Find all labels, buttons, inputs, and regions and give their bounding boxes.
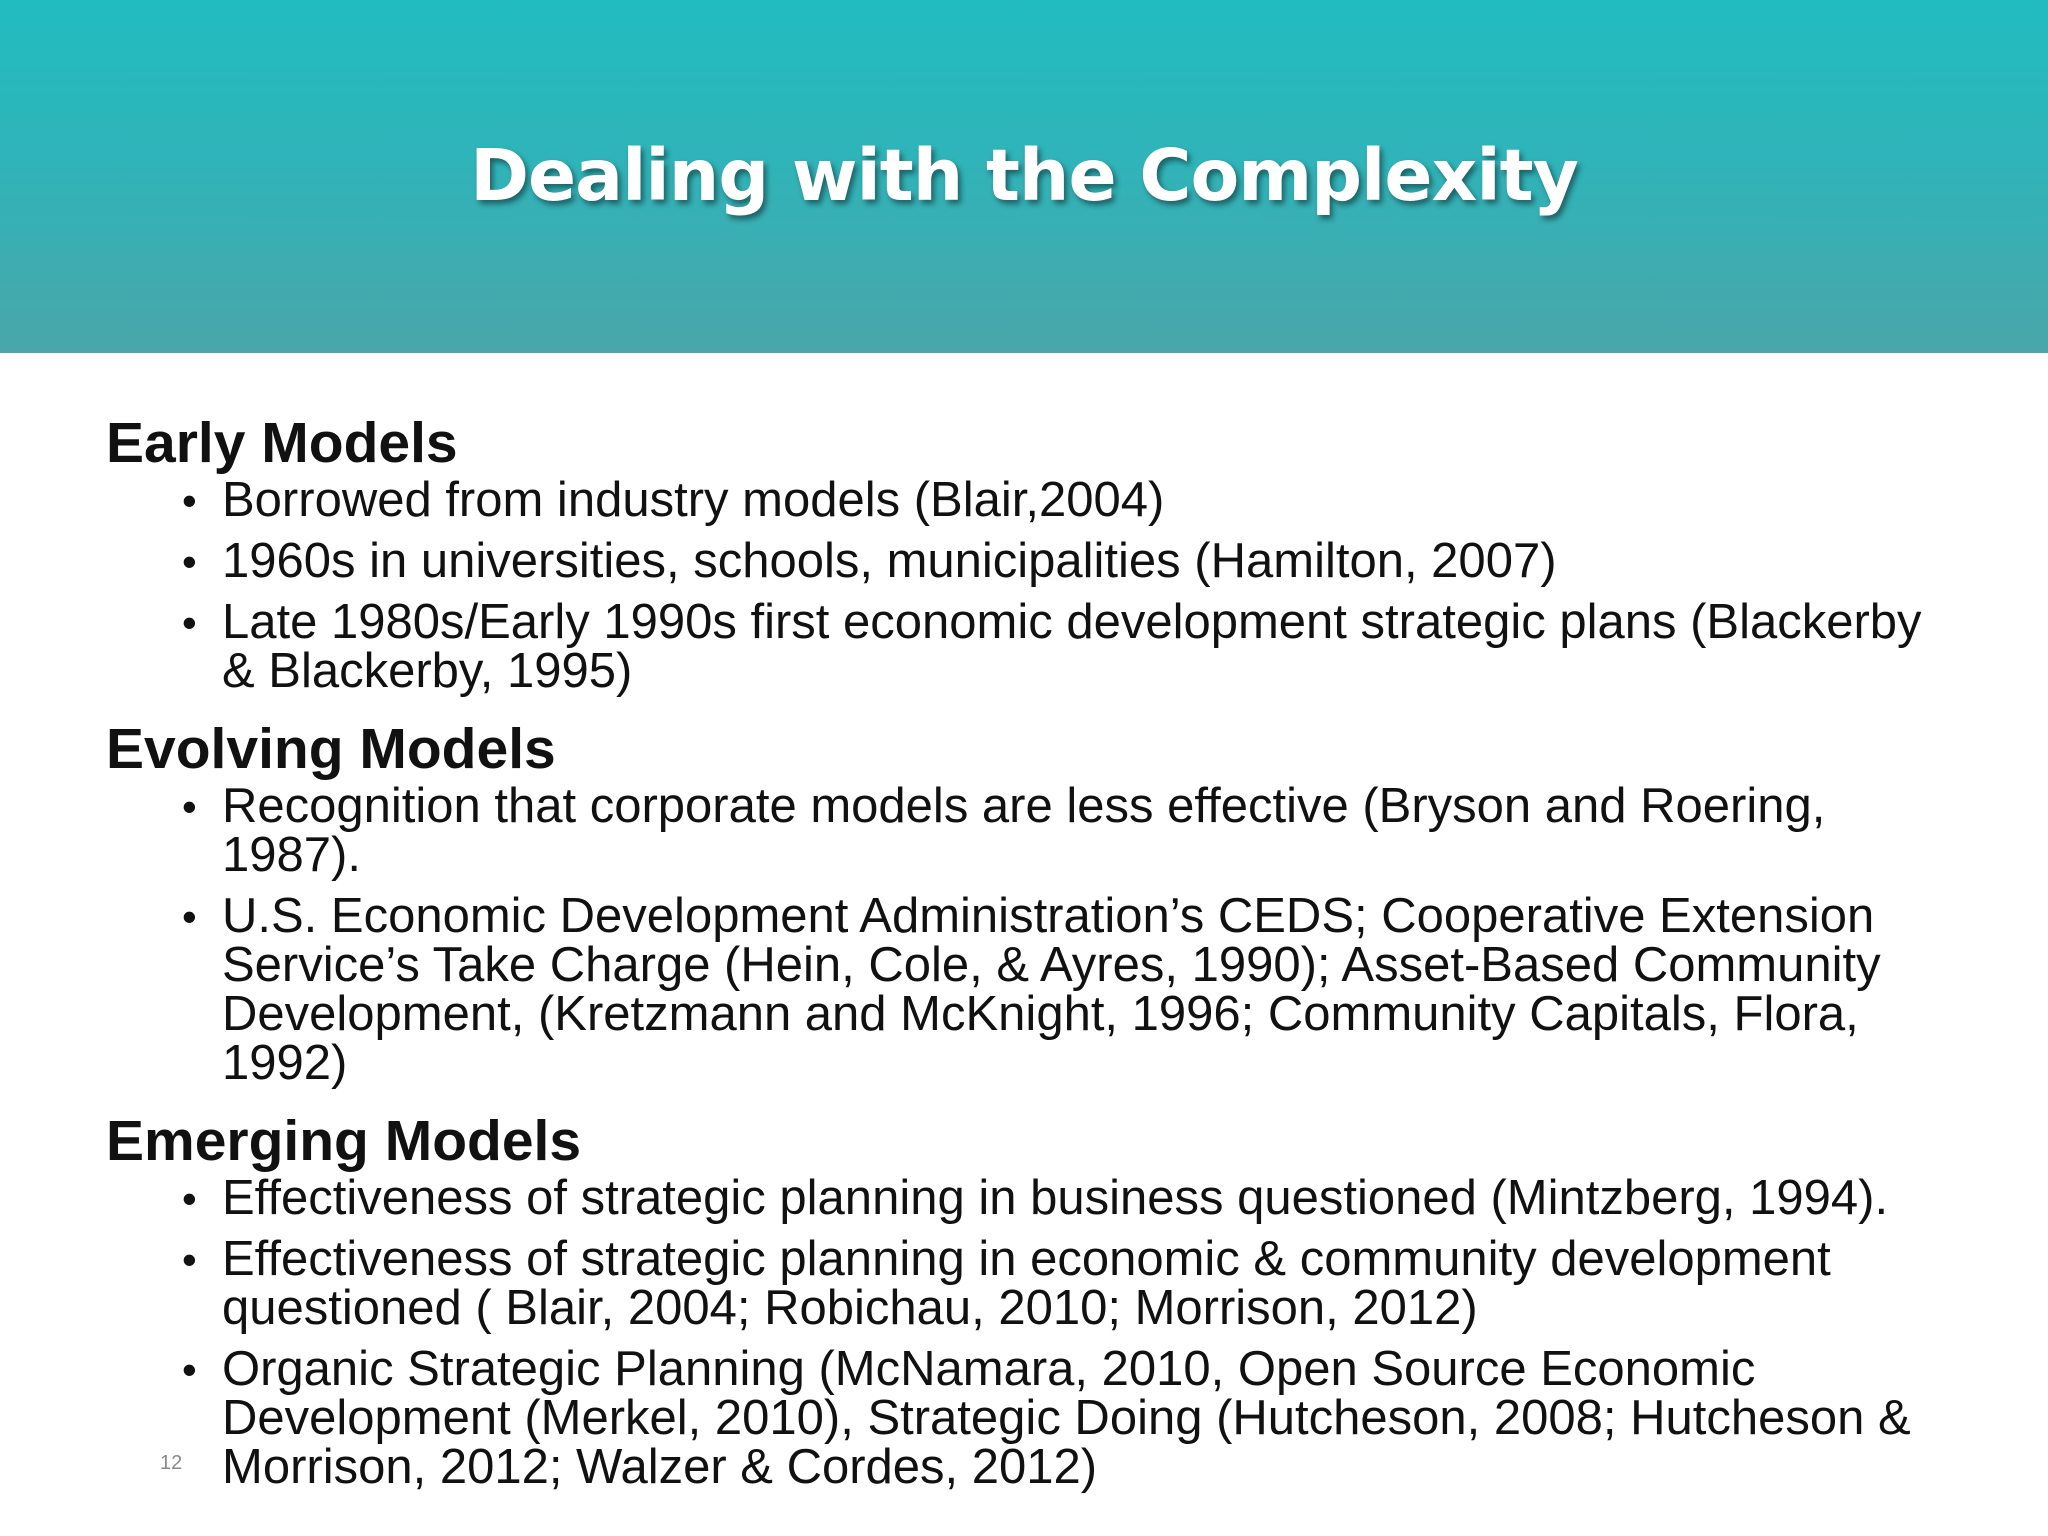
bullet-icon: • — [182, 1175, 197, 1222]
section-heading-evolving-models: Evolving Models — [106, 717, 556, 781]
bullet-list-early-models — [106, 473, 1966, 698]
slide-title: Dealing with the Complexity — [470, 134, 1578, 217]
section-heading-emerging-models: Emerging Models — [106, 1109, 582, 1173]
bullet-list-evolving-models — [106, 779, 1966, 1090]
bullet-text: 1960s in universities, schools, municipalities (Hamilton, 2007) — [222, 534, 1557, 588]
bullet-item — [106, 1232, 1966, 1335]
bullet-text: Recognition that corporate models are less effective (Bryson and Roering, 1987). — [222, 779, 1826, 882]
bullet-item — [106, 1342, 1966, 1494]
bullet-item — [106, 779, 1966, 882]
bullet-text: Organic Strategic Planning (McNamara, 2010, Open Source Economic Development (Merkel, 2010), Strategic Doing (Hutcheson, 2008; Hutcheson & Morrison, 2012; Walzer & Cordes, 2012) — [222, 1342, 1911, 1494]
bullet-icon: • — [182, 477, 197, 524]
bullet-item — [106, 534, 1966, 588]
bullet-text: Effectiveness of strategic planning in business questioned (Mintzberg, 1994). — [222, 1171, 1889, 1225]
section-heading-early-models: Early Models — [106, 411, 458, 475]
bullet-icon: • — [182, 538, 197, 585]
slide-content — [106, 410, 1966, 1504]
bullet-item — [106, 1171, 1966, 1225]
bullet-icon: • — [182, 1236, 197, 1283]
bullet-icon: • — [182, 599, 197, 646]
bullet-icon: • — [182, 893, 197, 940]
bullet-icon: • — [182, 783, 197, 830]
bullet-text: Effectiveness of strategic planning in economic & community development questioned ( Blair, 2004; Robichau, 2010; Morrison, 2012) — [222, 1232, 1831, 1335]
bullet-text: U.S. Economic Development Administration’s CEDS; Cooperative Extension Service’s Take Charge (Hein, Cole, & Ayres, 1990); Asset-Based Community Development, (Kretzmann and McKnight, 1996; Community Capitals, Flora, 1992) — [222, 889, 1881, 1090]
bullet-text: Borrowed from industry models (Blair,2004) — [222, 473, 1165, 527]
bullet-item — [106, 473, 1966, 527]
bullet-item — [106, 889, 1966, 1090]
bullet-list-emerging-models — [106, 1171, 1966, 1494]
bullet-icon: • — [182, 1346, 197, 1393]
bullet-text: Late 1980s/Early 1990s first economic development strategic plans (Blackerby & Blackerby, 1995) — [222, 595, 1922, 698]
bullet-item — [106, 595, 1966, 698]
slide-number: 12 — [160, 1452, 183, 1474]
